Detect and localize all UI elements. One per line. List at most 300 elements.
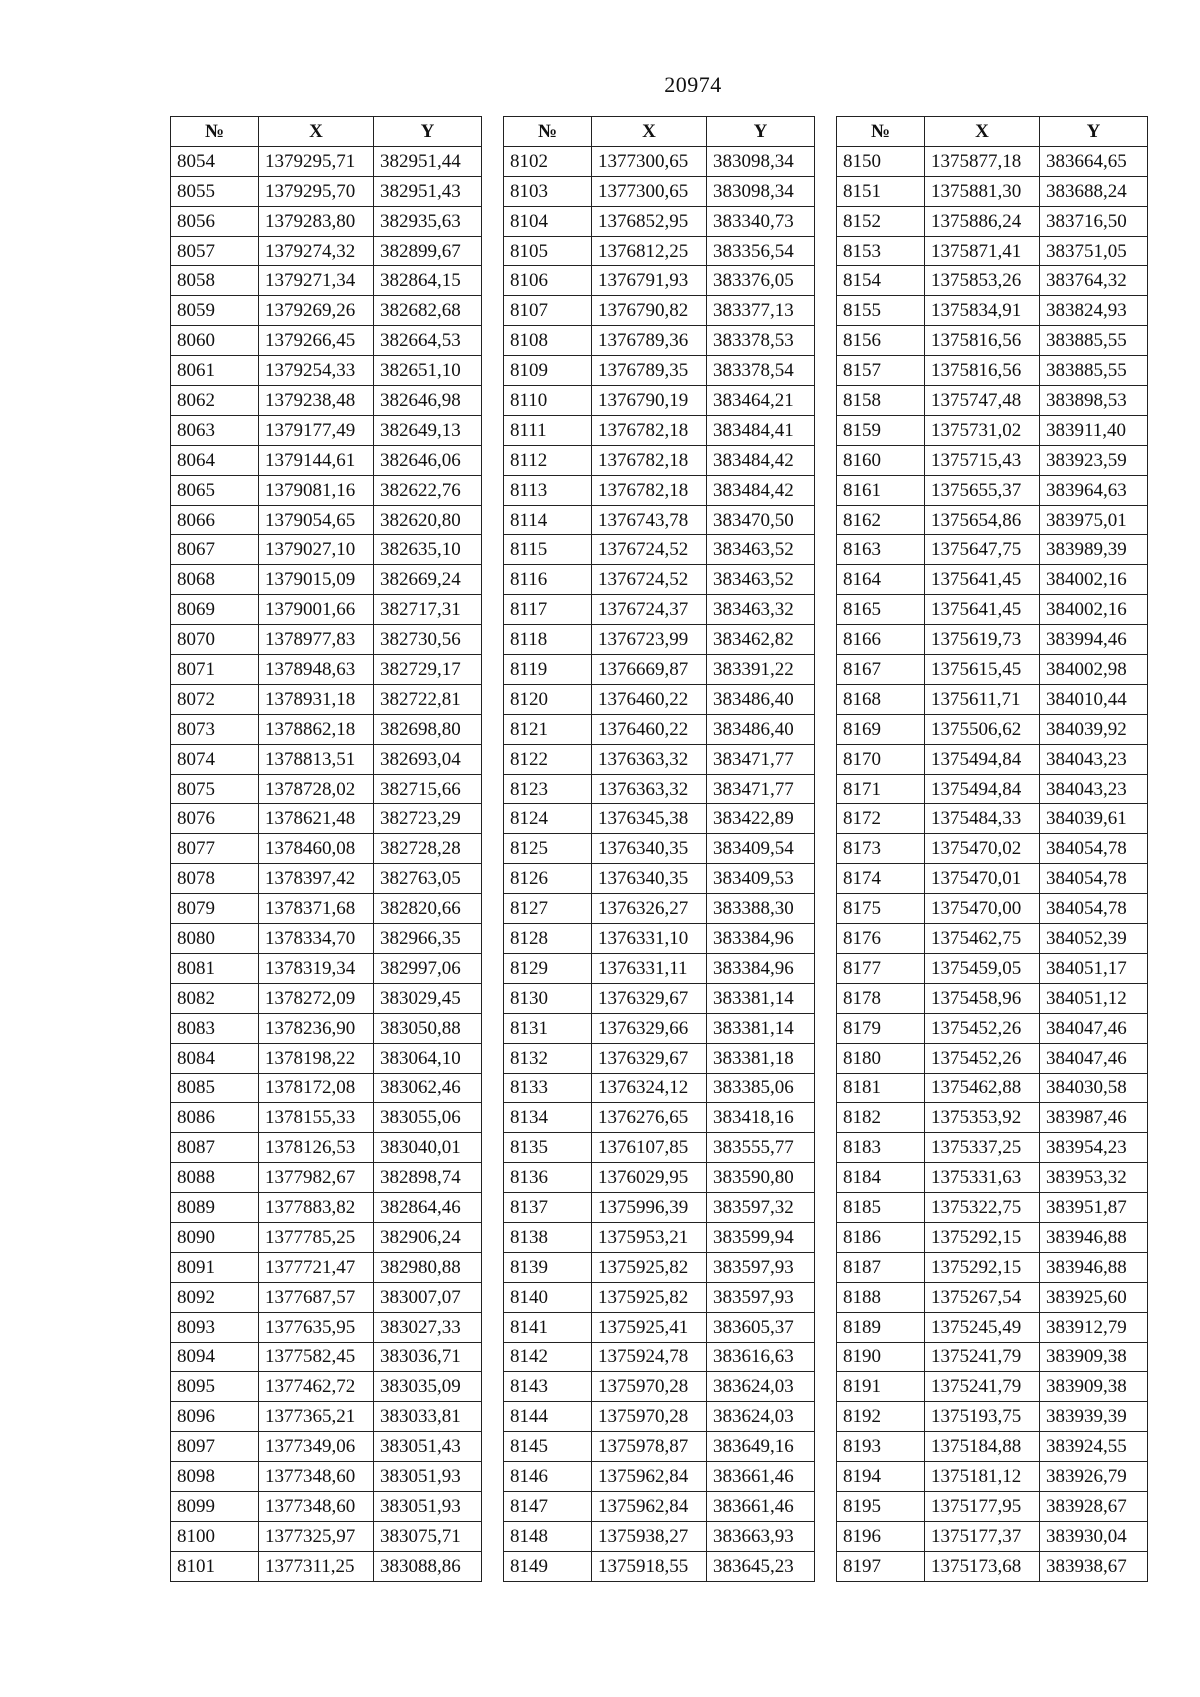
cell-y: 382669,24 <box>374 565 482 595</box>
table-row <box>171 834 482 864</box>
cell-x: 1375615,45 <box>925 655 1040 685</box>
table-row <box>171 1163 482 1193</box>
cell-x: 1375292,15 <box>925 1252 1040 1282</box>
cell-x: 1375452,26 <box>925 1013 1040 1043</box>
cell-y: 382730,56 <box>374 625 482 655</box>
cell-x: 1378236,90 <box>259 1013 374 1043</box>
table-row <box>837 475 1148 505</box>
cell-y: 384039,92 <box>1040 714 1148 744</box>
cell-y: 383027,33 <box>374 1312 482 1342</box>
table-row <box>171 475 482 505</box>
cell-x: 1376340,35 <box>592 834 707 864</box>
cell-y: 383051,93 <box>374 1491 482 1521</box>
cell-y: 383050,88 <box>374 1013 482 1043</box>
cell-number: 8189 <box>837 1312 925 1342</box>
cell-x: 1375241,79 <box>925 1372 1040 1402</box>
cell-y: 383954,23 <box>1040 1133 1148 1163</box>
cell-x: 1375506,62 <box>925 714 1040 744</box>
cell-y: 383926,79 <box>1040 1462 1148 1492</box>
cell-number: 8137 <box>504 1193 592 1223</box>
cell-x: 1375462,75 <box>925 924 1040 954</box>
cell-y: 382728,28 <box>374 834 482 864</box>
cell-x: 1379295,71 <box>259 146 374 176</box>
cell-number: 8057 <box>171 236 259 266</box>
cell-number: 8128 <box>504 924 592 954</box>
table-row <box>171 535 482 565</box>
cell-x: 1375816,56 <box>925 356 1040 386</box>
cell-y: 383645,23 <box>707 1551 815 1581</box>
cell-y: 383356,54 <box>707 236 815 266</box>
cell-y: 383088,86 <box>374 1551 482 1581</box>
table-row <box>504 176 815 206</box>
table-row <box>837 565 1148 595</box>
cell-number: 8150 <box>837 146 925 176</box>
cell-x: 1376790,19 <box>592 386 707 416</box>
cell-number: 8091 <box>171 1252 259 1282</box>
cell-number: 8121 <box>504 714 592 744</box>
cell-y: 382864,46 <box>374 1193 482 1223</box>
cell-x: 1376789,35 <box>592 356 707 386</box>
table-row <box>837 535 1148 565</box>
table-row <box>171 565 482 595</box>
table-row <box>837 1222 1148 1252</box>
cell-x: 1379027,10 <box>259 535 374 565</box>
cell-y: 382729,17 <box>374 655 482 685</box>
cell-x: 1379238,48 <box>259 386 374 416</box>
cell-number: 8101 <box>171 1551 259 1581</box>
header-y: Y <box>1040 117 1148 147</box>
cell-y: 383989,39 <box>1040 535 1148 565</box>
cell-x: 1379177,49 <box>259 415 374 445</box>
cell-x: 1375816,56 <box>925 326 1040 356</box>
cell-number: 8141 <box>504 1312 592 1342</box>
cell-number: 8076 <box>171 804 259 834</box>
cell-y: 383951,87 <box>1040 1193 1148 1223</box>
cell-y: 384002,98 <box>1040 655 1148 685</box>
cell-x: 1376812,25 <box>592 236 707 266</box>
cell-number: 8196 <box>837 1521 925 1551</box>
table-row <box>171 146 482 176</box>
cell-x: 1376324,12 <box>592 1073 707 1103</box>
cell-y: 383885,55 <box>1040 326 1148 356</box>
table-row <box>837 206 1148 236</box>
cell-number: 8176 <box>837 924 925 954</box>
table-row <box>171 1521 482 1551</box>
cell-x: 1378397,42 <box>259 864 374 894</box>
cell-y: 382980,88 <box>374 1252 482 1282</box>
cell-x: 1378272,09 <box>259 983 374 1013</box>
table-row <box>504 1491 815 1521</box>
table-row <box>504 445 815 475</box>
cell-number: 8157 <box>837 356 925 386</box>
cell-number: 8129 <box>504 953 592 983</box>
cell-x: 1377582,45 <box>259 1342 374 1372</box>
table-row <box>837 1402 1148 1432</box>
table-row <box>171 625 482 655</box>
table-row <box>837 983 1148 1013</box>
table-row <box>171 1402 482 1432</box>
cell-number: 8069 <box>171 595 259 625</box>
table-row <box>504 1402 815 1432</box>
cell-number: 8185 <box>837 1193 925 1223</box>
cell-x: 1378334,70 <box>259 924 374 954</box>
table-row <box>837 1282 1148 1312</box>
cell-x: 1375877,18 <box>925 146 1040 176</box>
cell-number: 8056 <box>171 206 259 236</box>
cell-number: 8191 <box>837 1372 925 1402</box>
cell-y: 383384,96 <box>707 953 815 983</box>
header-y: Y <box>707 117 815 147</box>
table-row <box>504 326 815 356</box>
cell-y: 382906,24 <box>374 1222 482 1252</box>
cell-y: 383484,42 <box>707 475 815 505</box>
cell-x: 1375747,48 <box>925 386 1040 416</box>
table-header-row <box>504 117 815 147</box>
cell-number: 8077 <box>171 834 259 864</box>
table-row <box>837 236 1148 266</box>
cell-y: 383911,40 <box>1040 415 1148 445</box>
cell-number: 8124 <box>504 804 592 834</box>
cell-number: 8162 <box>837 505 925 535</box>
table-row <box>171 924 482 954</box>
cell-y: 382717,31 <box>374 595 482 625</box>
cell-y: 383409,54 <box>707 834 815 864</box>
cell-number: 8148 <box>504 1521 592 1551</box>
cell-number: 8107 <box>504 296 592 326</box>
cell-y: 384039,61 <box>1040 804 1148 834</box>
table-row <box>504 924 815 954</box>
cell-x: 1378319,34 <box>259 953 374 983</box>
cell-y: 383040,01 <box>374 1133 482 1163</box>
header-number: № <box>504 117 592 147</box>
table-row <box>837 774 1148 804</box>
cell-number: 8177 <box>837 953 925 983</box>
table-row <box>504 1282 815 1312</box>
table-row <box>504 774 815 804</box>
table-body <box>504 146 815 1581</box>
cell-number: 8078 <box>171 864 259 894</box>
cell-number: 8114 <box>504 505 592 535</box>
table-row <box>837 953 1148 983</box>
cell-y: 383471,77 <box>707 774 815 804</box>
cell-number: 8183 <box>837 1133 925 1163</box>
cell-y: 383661,46 <box>707 1462 815 1492</box>
cell-number: 8120 <box>504 684 592 714</box>
cell-number: 8083 <box>171 1013 259 1043</box>
table-row <box>504 1133 815 1163</box>
cell-y: 383909,38 <box>1040 1372 1148 1402</box>
table-row <box>504 505 815 535</box>
cell-number: 8149 <box>504 1551 592 1581</box>
cell-y: 384047,46 <box>1040 1013 1148 1043</box>
cell-y: 382646,06 <box>374 445 482 475</box>
cell-y: 382646,98 <box>374 386 482 416</box>
table-row <box>837 655 1148 685</box>
cell-x: 1375452,26 <box>925 1043 1040 1073</box>
cell-x: 1376791,93 <box>592 266 707 296</box>
cell-y: 384054,78 <box>1040 894 1148 924</box>
cell-x: 1377311,25 <box>259 1551 374 1581</box>
table-row <box>171 1282 482 1312</box>
table-row <box>504 625 815 655</box>
header-x: X <box>592 117 707 147</box>
cell-y: 383463,52 <box>707 565 815 595</box>
cell-y: 383975,01 <box>1040 505 1148 535</box>
cell-number: 8059 <box>171 296 259 326</box>
table-row <box>504 386 815 416</box>
cell-x: 1378977,83 <box>259 625 374 655</box>
cell-number: 8160 <box>837 445 925 475</box>
table-row <box>504 595 815 625</box>
cell-number: 8096 <box>171 1402 259 1432</box>
cell-x: 1376276,65 <box>592 1103 707 1133</box>
cell-number: 8093 <box>171 1312 259 1342</box>
cell-x: 1375241,79 <box>925 1342 1040 1372</box>
cell-y: 382715,66 <box>374 774 482 804</box>
cell-y: 383664,65 <box>1040 146 1148 176</box>
cell-number: 8167 <box>837 655 925 685</box>
cell-x: 1379266,45 <box>259 326 374 356</box>
cell-x: 1375938,27 <box>592 1521 707 1551</box>
cell-x: 1375925,82 <box>592 1282 707 1312</box>
table-row <box>504 1163 815 1193</box>
cell-x: 1375331,63 <box>925 1163 1040 1193</box>
cell-y: 383555,77 <box>707 1133 815 1163</box>
cell-number: 8074 <box>171 744 259 774</box>
cell-x: 1376790,82 <box>592 296 707 326</box>
cell-x: 1379015,09 <box>259 565 374 595</box>
table-row <box>837 296 1148 326</box>
table-row <box>504 714 815 744</box>
cell-x: 1378460,08 <box>259 834 374 864</box>
table-row <box>504 206 815 236</box>
cell-number: 8180 <box>837 1043 925 1073</box>
cell-x: 1375181,12 <box>925 1462 1040 1492</box>
table-row <box>504 834 815 864</box>
cell-x: 1375177,37 <box>925 1521 1040 1551</box>
cell-number: 8100 <box>171 1521 259 1551</box>
table-row <box>837 1462 1148 1492</box>
cell-number: 8068 <box>171 565 259 595</box>
cell-y: 382620,80 <box>374 505 482 535</box>
cell-y: 383051,43 <box>374 1432 482 1462</box>
table-row <box>171 505 482 535</box>
cell-x: 1376782,18 <box>592 475 707 505</box>
cell-y: 383381,18 <box>707 1043 815 1073</box>
cell-x: 1375970,28 <box>592 1372 707 1402</box>
cell-y: 382722,81 <box>374 684 482 714</box>
cell-x: 1375184,88 <box>925 1432 1040 1462</box>
cell-x: 1375245,49 <box>925 1312 1040 1342</box>
cell-number: 8063 <box>171 415 259 445</box>
table-row <box>504 864 815 894</box>
table-row <box>837 1491 1148 1521</box>
cell-number: 8187 <box>837 1252 925 1282</box>
cell-x: 1376852,95 <box>592 206 707 236</box>
cell-y: 382622,76 <box>374 475 482 505</box>
cell-number: 8054 <box>171 146 259 176</box>
cell-number: 8098 <box>171 1462 259 1492</box>
cell-number: 8110 <box>504 386 592 416</box>
cell-number: 8142 <box>504 1342 592 1372</box>
cell-y: 384051,12 <box>1040 983 1148 1013</box>
table-row <box>837 1372 1148 1402</box>
table-row <box>504 1073 815 1103</box>
cell-number: 8085 <box>171 1073 259 1103</box>
cell-y: 384043,23 <box>1040 774 1148 804</box>
cell-x: 1379054,65 <box>259 505 374 535</box>
table-row <box>171 1551 482 1581</box>
cell-number: 8143 <box>504 1372 592 1402</box>
table-row <box>837 505 1148 535</box>
cell-x: 1375470,00 <box>925 894 1040 924</box>
cell-x: 1375918,55 <box>592 1551 707 1581</box>
cell-x: 1377462,72 <box>259 1372 374 1402</box>
table-row <box>504 1551 815 1581</box>
cell-number: 8195 <box>837 1491 925 1521</box>
cell-y: 383098,34 <box>707 146 815 176</box>
cell-y: 383953,32 <box>1040 1163 1148 1193</box>
cell-x: 1376782,18 <box>592 415 707 445</box>
cell-y: 384051,17 <box>1040 953 1148 983</box>
cell-number: 8140 <box>504 1282 592 1312</box>
cell-x: 1376363,32 <box>592 774 707 804</box>
table-row <box>504 1043 815 1073</box>
cell-number: 8099 <box>171 1491 259 1521</box>
cell-x: 1379295,70 <box>259 176 374 206</box>
table-row <box>171 236 482 266</box>
cell-number: 8105 <box>504 236 592 266</box>
cell-y: 382997,06 <box>374 953 482 983</box>
cell-number: 8106 <box>504 266 592 296</box>
cell-y: 383939,39 <box>1040 1402 1148 1432</box>
cell-x: 1378948,63 <box>259 655 374 685</box>
cell-number: 8156 <box>837 326 925 356</box>
cell-x: 1375267,54 <box>925 1282 1040 1312</box>
cell-number: 8133 <box>504 1073 592 1103</box>
table-row <box>837 924 1148 954</box>
table-row <box>837 326 1148 356</box>
cell-y: 384043,23 <box>1040 744 1148 774</box>
cell-number: 8092 <box>171 1282 259 1312</box>
table-row <box>171 356 482 386</box>
table-row <box>504 296 815 326</box>
cell-y: 383098,34 <box>707 176 815 206</box>
cell-number: 8125 <box>504 834 592 864</box>
cell-x: 1375641,45 <box>925 595 1040 625</box>
table-row <box>171 1491 482 1521</box>
coordinate-table-2 <box>503 116 815 1582</box>
cell-y: 383378,53 <box>707 326 815 356</box>
cell-y: 383340,73 <box>707 206 815 236</box>
table-header-row <box>837 117 1148 147</box>
cell-x: 1375641,45 <box>925 565 1040 595</box>
cell-number: 8164 <box>837 565 925 595</box>
cell-x: 1375881,30 <box>925 176 1040 206</box>
cell-y: 383590,80 <box>707 1163 815 1193</box>
cell-x: 1375484,33 <box>925 804 1040 834</box>
cell-x: 1376782,18 <box>592 445 707 475</box>
cell-x: 1379274,32 <box>259 236 374 266</box>
cell-number: 8166 <box>837 625 925 655</box>
table-row <box>504 953 815 983</box>
cell-number: 8080 <box>171 924 259 954</box>
cell-y: 382951,44 <box>374 146 482 176</box>
cell-x: 1375353,92 <box>925 1103 1040 1133</box>
cell-x: 1379254,33 <box>259 356 374 386</box>
cell-number: 8147 <box>504 1491 592 1521</box>
cell-y: 382951,43 <box>374 176 482 206</box>
cell-number: 8073 <box>171 714 259 744</box>
table-row <box>171 1103 482 1133</box>
table-row <box>504 894 815 924</box>
table-row <box>171 206 482 236</box>
table-row <box>171 894 482 924</box>
cell-x: 1376460,22 <box>592 714 707 744</box>
cell-x: 1375494,84 <box>925 744 1040 774</box>
cell-y: 383388,30 <box>707 894 815 924</box>
cell-x: 1375292,15 <box>925 1222 1040 1252</box>
cell-number: 8135 <box>504 1133 592 1163</box>
cell-y: 383385,06 <box>707 1073 815 1103</box>
table-row <box>837 1312 1148 1342</box>
table-row <box>837 1013 1148 1043</box>
cell-y: 383764,32 <box>1040 266 1148 296</box>
cell-y: 383716,50 <box>1040 206 1148 236</box>
cell-y: 383484,41 <box>707 415 815 445</box>
cell-x: 1376107,85 <box>592 1133 707 1163</box>
table-row <box>504 1372 815 1402</box>
cell-number: 8090 <box>171 1222 259 1252</box>
cell-y: 382820,66 <box>374 894 482 924</box>
cell-x: 1375715,43 <box>925 445 1040 475</box>
cell-x: 1376329,66 <box>592 1013 707 1043</box>
cell-number: 8064 <box>171 445 259 475</box>
table-row <box>171 595 482 625</box>
cell-y: 382651,10 <box>374 356 482 386</box>
cell-number: 8138 <box>504 1222 592 1252</box>
cell-number: 8079 <box>171 894 259 924</box>
table-row <box>171 1252 482 1282</box>
cell-x: 1375962,84 <box>592 1491 707 1521</box>
cell-x: 1378126,53 <box>259 1133 374 1163</box>
table-row <box>837 804 1148 834</box>
table-row <box>837 864 1148 894</box>
cell-number: 8174 <box>837 864 925 894</box>
cell-x: 1379271,34 <box>259 266 374 296</box>
cell-x: 1376326,27 <box>592 894 707 924</box>
cell-x: 1379081,16 <box>259 475 374 505</box>
cell-number: 8084 <box>171 1043 259 1073</box>
cell-x: 1375655,37 <box>925 475 1040 505</box>
cell-y: 383994,46 <box>1040 625 1148 655</box>
cell-number: 8111 <box>504 415 592 445</box>
cell-y: 383033,81 <box>374 1402 482 1432</box>
table-row <box>171 983 482 1013</box>
table-row <box>171 386 482 416</box>
cell-y: 382899,67 <box>374 236 482 266</box>
cell-y: 383624,03 <box>707 1402 815 1432</box>
cell-y: 383649,16 <box>707 1432 815 1462</box>
cell-number: 8072 <box>171 684 259 714</box>
cell-number: 8119 <box>504 655 592 685</box>
cell-y: 383616,63 <box>707 1342 815 1372</box>
cell-y: 383418,16 <box>707 1103 815 1133</box>
cell-x: 1375953,21 <box>592 1222 707 1252</box>
cell-number: 8168 <box>837 684 925 714</box>
cell-x: 1379269,26 <box>259 296 374 326</box>
table-row <box>837 834 1148 864</box>
